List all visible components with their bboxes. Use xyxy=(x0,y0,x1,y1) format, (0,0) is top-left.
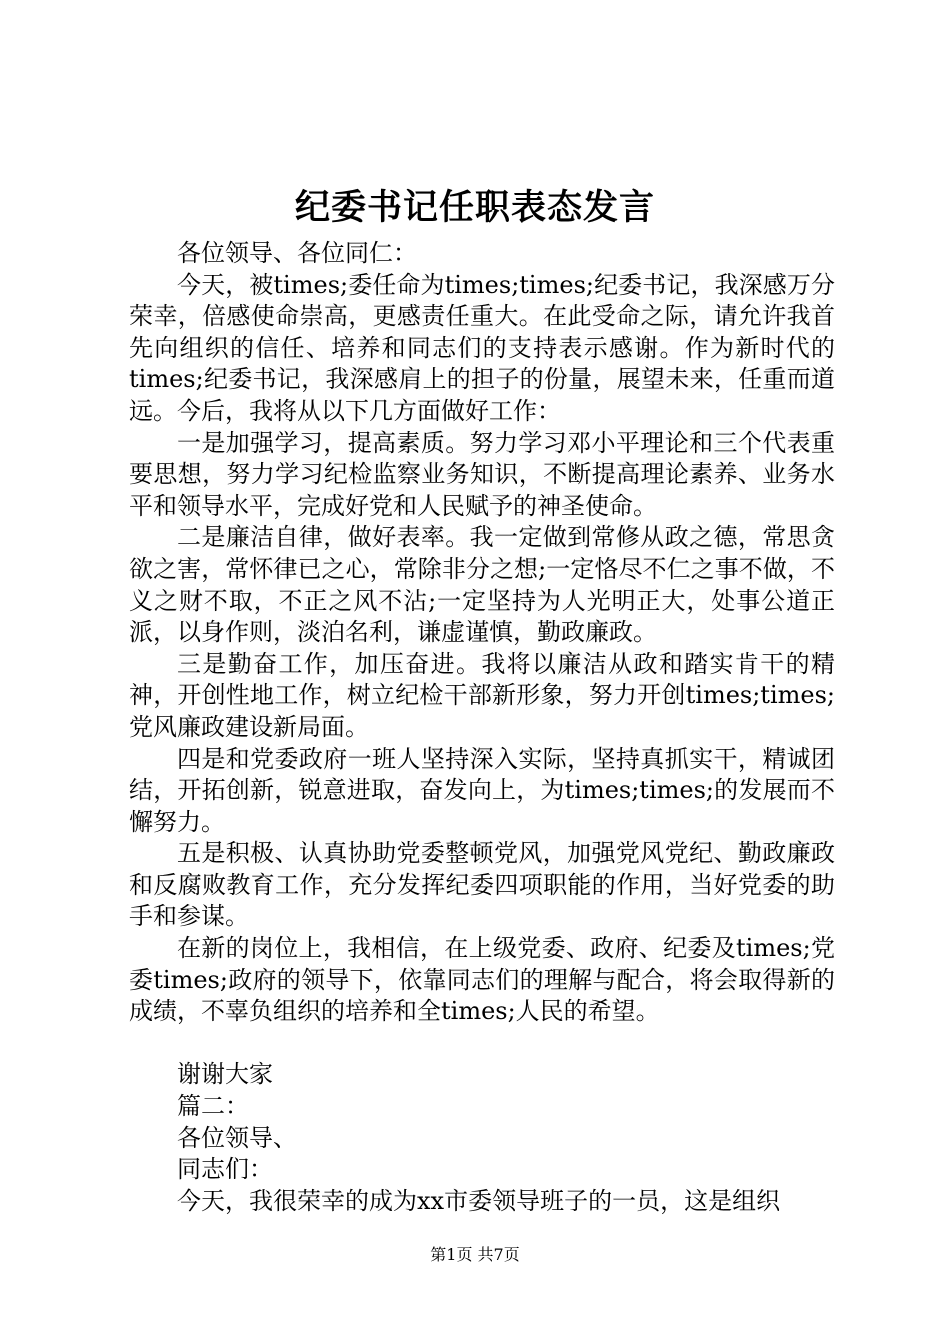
paragraph-point-4: 四是和党委政府一班人坚持深入实际，坚持真抓实干，精诚团结，开拓创新，锐意进取，奋发向上，为times;times;的发展而不懈努力。 xyxy=(129,744,835,836)
paragraph-point-1: 一是加强学习，提高素质。努力学习邓小平理论和三个代表重要思想，努力学习纪检监察业务知识，不断提高理论素养、业务水平和领导水平，完成好党和人民赋予的神圣使命。 xyxy=(129,428,835,520)
paragraph-point-2: 二是廉洁自律，做好表率。我一定做到常修从政之德，常思贪欲之害，常怀律已之心，常除非分之想;一定恪尽不仁之事不做，不义之财不取，不正之风不沾;一定坚持为人光明正大，处事公道正派，以身作则，淡泊名利，谦虚谨慎，勤政廉政。 xyxy=(129,523,835,647)
section2-first-line: 今天，我很荣幸的成为xx市委领导班子的一员，这是组织 xyxy=(177,1186,781,1215)
page-number: 第1页 共7页 xyxy=(430,1245,520,1264)
section2-greeting-1: 各位领导、 xyxy=(177,1123,297,1152)
paragraph-intro: 今天，被times;委任命为times;times;纪委书记，我深感万分荣幸，倍感使命崇高，更感责任重大。在此受命之际，请允许我首先向组织的信任、培养和同志们的支持表示感谢。作为新时代的times;纪委书记，我深感肩上的担子的份量，展望未来，任重而道远。今后，我将从以下几方面做好工作： xyxy=(129,270,835,425)
closing-line: 谢谢大家 xyxy=(177,1060,273,1089)
paragraph-conclusion: 在新的岗位上，我相信，在上级党委、政府、纪委及times;党委times;政府的领导下，依靠同志们的理解与配合，将会取得新的成绩，不辜负组织的培养和全times;人民的希望。 xyxy=(129,934,835,1026)
greeting: 各位领导、各位同仁： xyxy=(177,239,417,267)
section2-heading: 篇二： xyxy=(177,1092,249,1121)
document-body xyxy=(129,238,835,1217)
section2-greeting-2: 同志们： xyxy=(177,1155,273,1184)
paragraph-point-3: 三是勤奋工作，加压奋进。我将以廉洁从政和踏实肯干的精神，开创性地工作，树立纪检干部新形象，努力开创times;times;党风廉政建设新局面。 xyxy=(129,649,835,741)
document-title: 纪委书记任职表态发言 xyxy=(294,187,655,228)
paragraph-point-5: 五是积极、认真协助党委整顿党风，加强党风党纪、勤政廉政和反腐败教育工作，充分发挥纪委四项职能的作用，当好党委的助手和参谋。 xyxy=(129,839,835,931)
